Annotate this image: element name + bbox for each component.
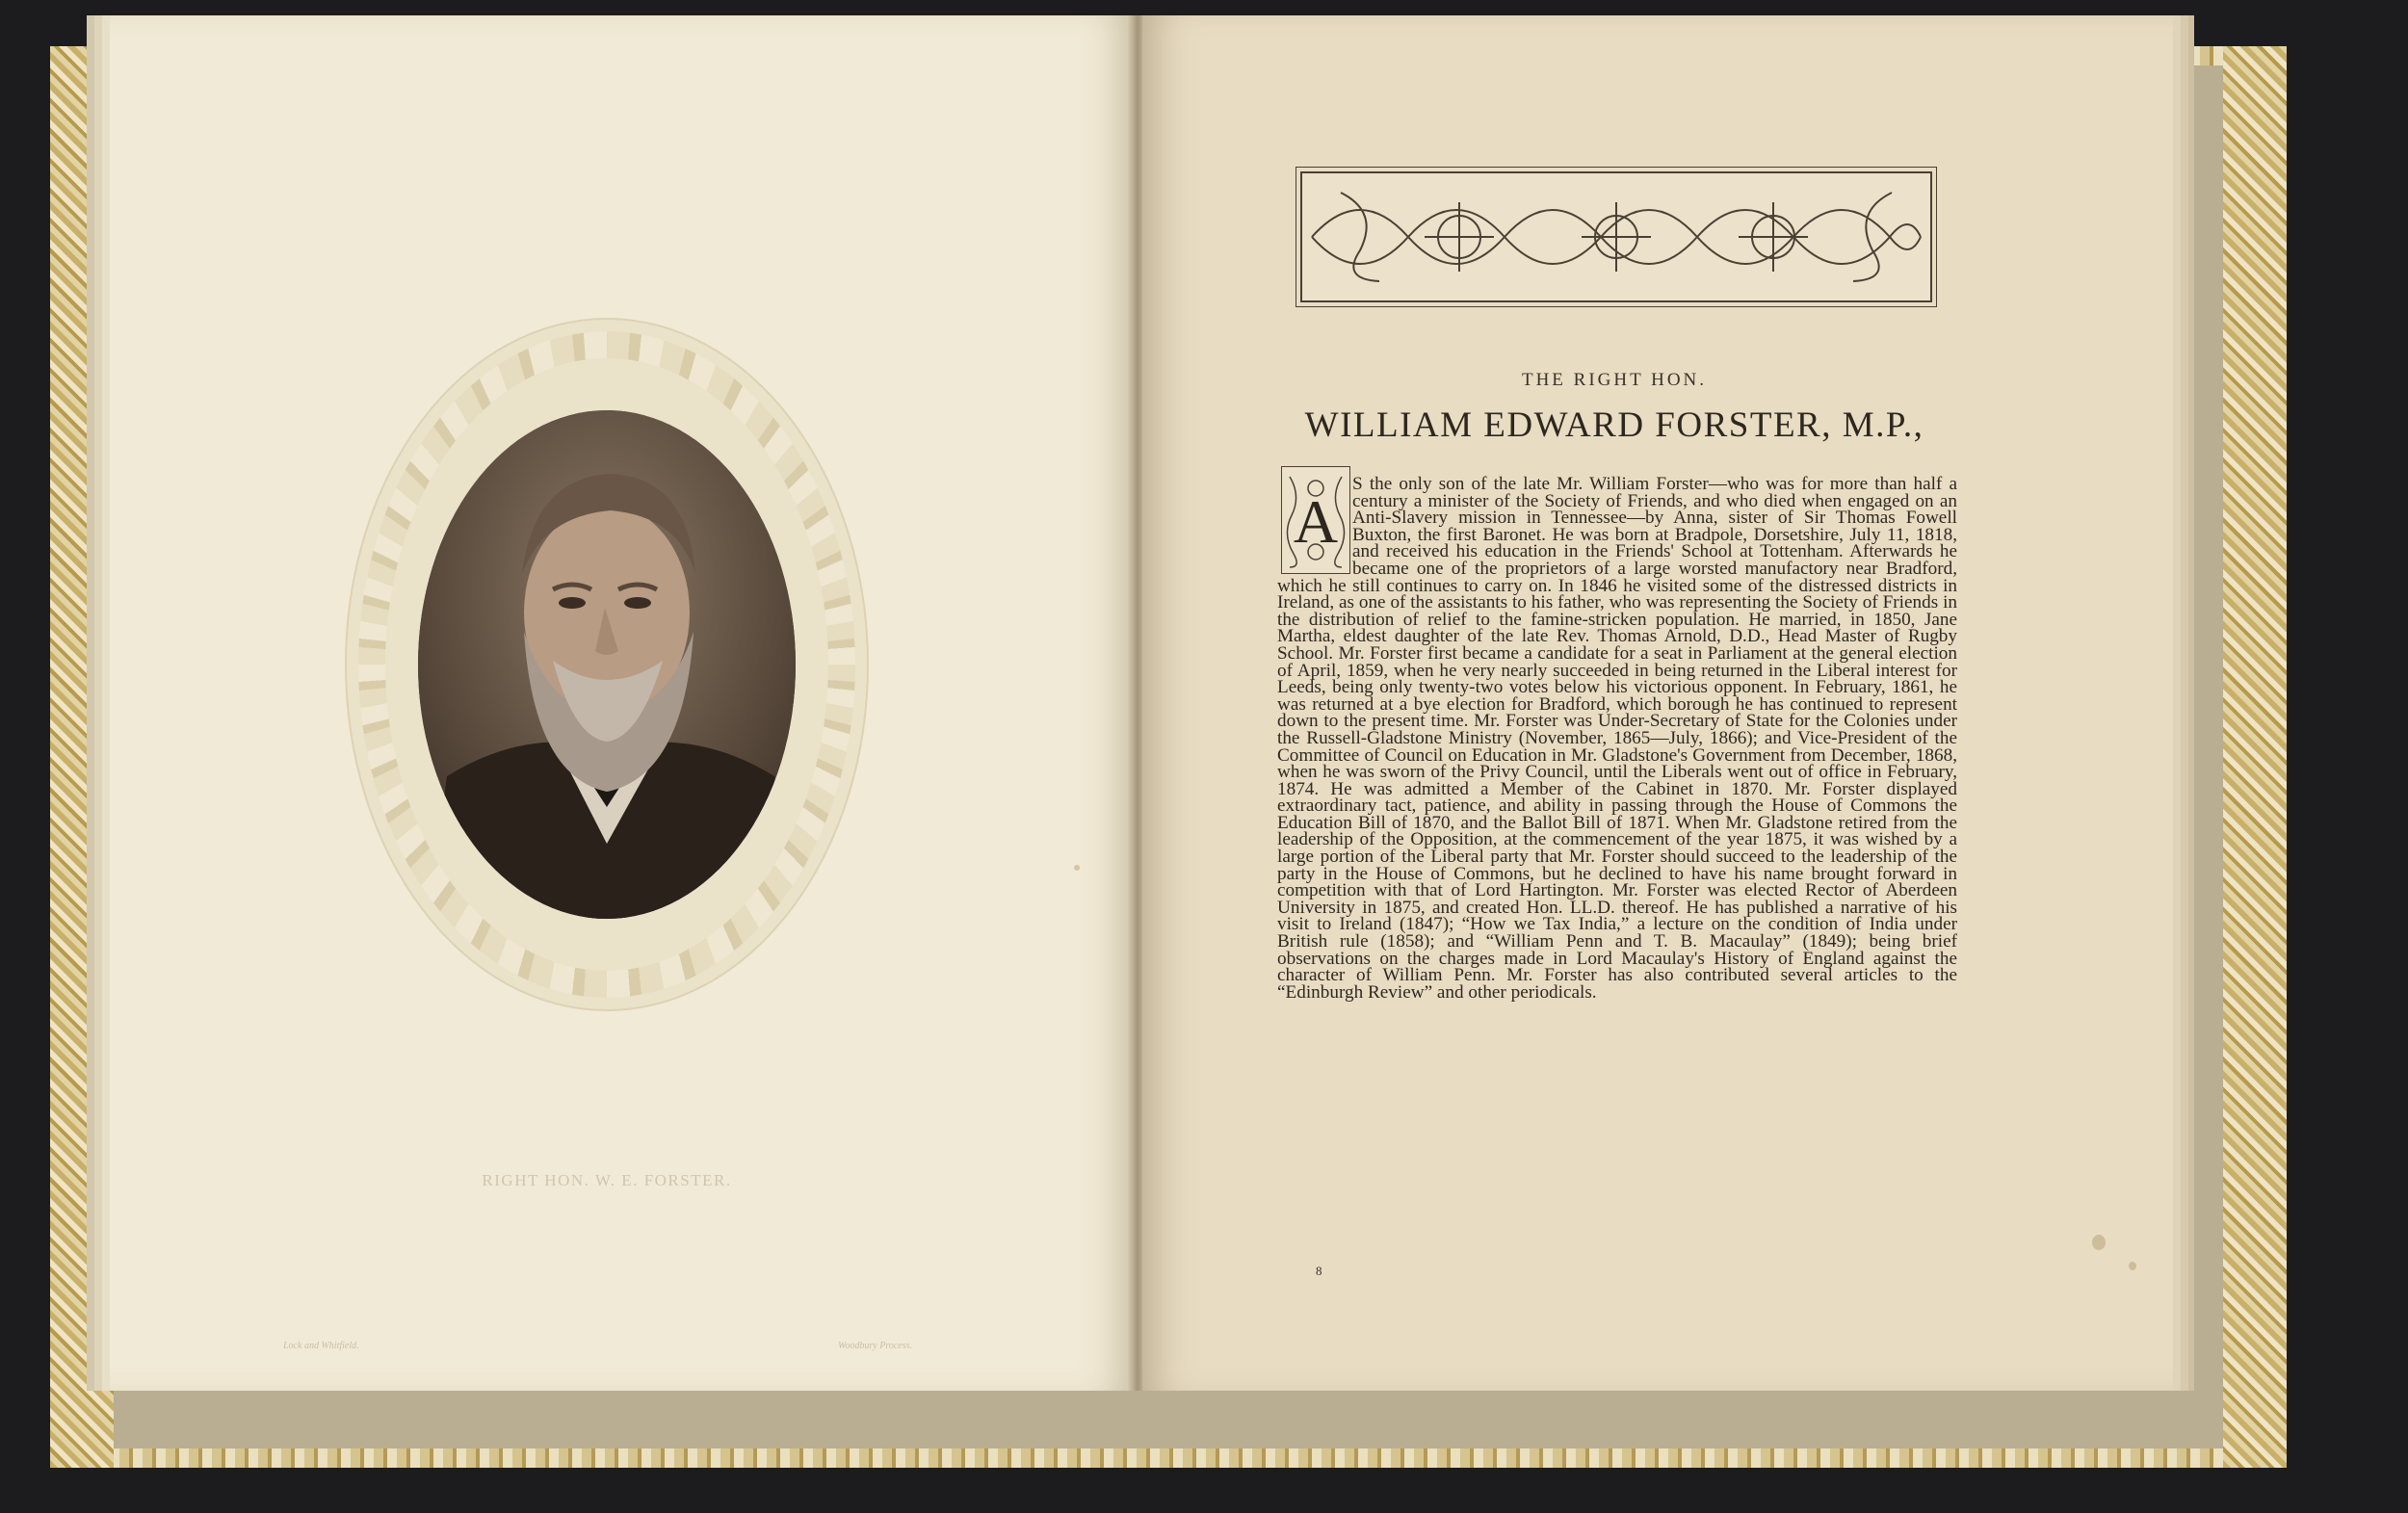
title-overline: THE RIGHT HON. [1521,370,1708,390]
foxing-spot [2092,1235,2106,1250]
page-number: 8 [1316,1264,1322,1278]
portrait-oval-frame [345,318,869,1011]
header-ornament-band [1300,171,1932,302]
process-credit: Woodbury Process. [838,1341,913,1351]
cover-edge-left [50,46,114,1468]
cover-edge-right [2223,46,2287,1468]
plate-caption: RIGHT HON. W. E. FORSTER. [482,1171,732,1189]
biography-text: S the only son of the late Mr. William Forster—who was for more than half a century a minister of the Society of Friends, and who died when engaged on an Anti-Slavery mission in Tennessee—by Anna, sister of Sir Thomas Fowell Buxton, the first Baronet. He was born at Bradpole, Dorsetshire, July 11, 1818, and received his education in the Friends' School at Tottenham. Afterwards he became one of the proprietors of a large worsted manufactory near Bradford, which he still continues to carry on. In 1846 he visited some of the distressed districts in Ireland, as one of the assistants to his father, who was representing the Society of Friends in the distribution of relief to the famine-stricken population. He married, in 1850, Jane Martha, eldest daughter of the late Rev. Thomas Arnold, D.D., Head Master of Rugby School. Mr. Forster first became a candidate for a seat in Parliament at the general election of April, 1859, when he very nearly succeeded in being returned in the Liberal interest for Leeds, being only twenty-two votes below his victorious opponent. In February, 1861, he was returned at a bye election for Bradford, which borough he has continued to represent down to the present time. Mr. Forster was Under-Secretary of State for the Colonies under the Russell-Gladstone Ministry (November, 1865—July, 1866); and Vice-President of the Committee of Council on Education in Mr. Gladstone's Government from December, 1868, when he was sworn of the Privy Council, until the Liberals went out of office in February, 1874. He was admitted a Member of the Cabinet in 1870. Mr. Forster displayed extraordinary tact, patience, and ability in passing through the House of Commons the Education Bill of 1870, and the Ballot Bill of 1871. When Mr. Gladstone retired from the leadership of the Opposition, at the commencement of the year 1875, it was wished by a large portion of the Liberal party that Mr. Forster should succeed to the leadership of the party in the House of Commons, but he declined to have his name brought forward in competition with that of Lord Hartington. Mr. Forster was elected Rector of Aberdeen University in 1875, and created Hon. LL.D. thereof. He has published a narrative of his visit to Ireland (1847); “How we Tax India,” a lecture on the condition of India under British rule (1858); and “William Penn and T. B. Macaulay” (1849); being brief observations on the charges made in Lord Macaulay's History of England against the character of William Penn. Mr. Forster has also contributed several articles to the “Edinburgh Review” and other periodicals. [1277,474,1957,1003]
cover-strip-bottom [50,1448,2287,1468]
foxing-spot [1074,865,1080,871]
portrait-photograph [418,410,796,919]
dropcap-letter: A [1293,487,1339,556]
foxing-spot [2129,1262,2136,1270]
photographer-credit: Lock and Whitfield. [283,1341,359,1351]
article-headline: WILLIAM EDWARD FORSTER, M.P., [1304,405,1924,445]
